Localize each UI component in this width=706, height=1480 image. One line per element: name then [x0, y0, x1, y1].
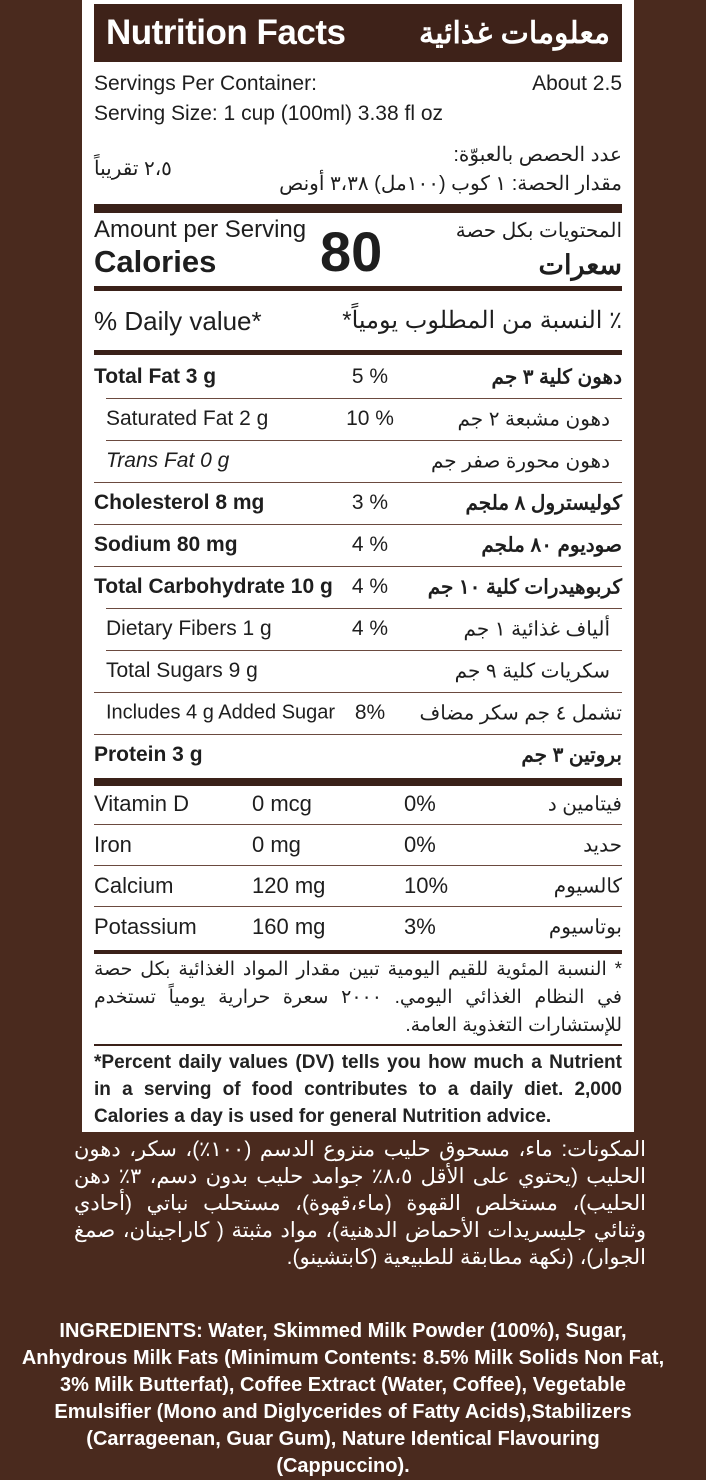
- serving-size: Serving Size: 1 cup (100ml) 3.38 fl oz: [94, 102, 444, 125]
- vitamin-percent: 0%: [404, 790, 436, 816]
- nutrient-name: Cholesterol 8 mg: [94, 491, 265, 514]
- vitamin-name: Potassium: [94, 913, 197, 939]
- title-en: Nutrition Facts: [106, 13, 346, 52]
- nutrient-name: Sodium 80 mg: [94, 533, 238, 556]
- nutrient-name: Dietary Fibers 1 g: [106, 617, 272, 640]
- vitamin-percent: 0%: [404, 831, 436, 857]
- amount-per-serving-ar: المحتويات بكل حصة: [455, 220, 622, 242]
- amount-per-serving-label: Amount per Serving: [94, 216, 307, 243]
- thick-divider: [94, 204, 622, 213]
- vitamin-name: Iron: [94, 831, 132, 857]
- nutrient-row-total-sugars: [94, 650, 622, 692]
- title-ar: معلومات غذائية: [418, 16, 610, 50]
- vitamin-row-vitamin-d: [94, 783, 622, 824]
- nutrient-row-total-carbohydrate: [94, 566, 622, 608]
- nutrient-name: Saturated Fat 2 g: [106, 407, 269, 430]
- daily-value-label-ar: ٪ النسبة من المطلوب يومياً*: [342, 307, 622, 334]
- thick-divider: [94, 950, 622, 954]
- ingredients-en: INGREDIENTS: Water, Skimmed Milk Powder (100%), Sugar, Anhydrous Milk Fats (Minimum Contents: 8.5% Milk Solids Non Fat, 3% Milk Butterfat), Coffee Extract (Water, Coffee), Vegetable Emulsifier (Mono and Diglycerides of Fatty Acids),Stabilizers (Carrageenan, Guar Gum), Nature Identical Flavouring (Cappuccino).: [21, 1320, 665, 1477]
- nutrient-row-dietary-fibers: [94, 608, 622, 650]
- calories-label: Calories: [94, 244, 217, 279]
- nutrient-name-ar: دهون محورة صفر جم: [430, 450, 610, 473]
- nutrient-name-ar: دهون مشبعة ٢ جم: [457, 408, 610, 431]
- nutrient-name: Protein 3 g: [94, 743, 203, 766]
- calories-value: 80: [320, 220, 383, 283]
- vitamin-amount: 0 mg: [252, 831, 301, 857]
- nutrient-row-total-fat: [94, 356, 622, 398]
- nutrient-row-sodium: [94, 524, 622, 566]
- footnote-en: *Percent daily values (DV) tells you how much a Nutrient in a serving of food contributes to a daily diet. 2,000 Calories a day is used for general Nutrition advice.: [94, 1052, 622, 1127]
- nutrient-name-ar: كوليسترول ٨ ملجم: [465, 492, 622, 515]
- nutrient-name-ar: دهون كلية ٣ جم: [491, 366, 622, 389]
- nutrient-row-saturated-fat: [94, 398, 622, 440]
- nutrient-percent: 4 %: [351, 617, 389, 640]
- servings-per-container-label: Servings Per Container:: [94, 72, 317, 95]
- nutrient-name: Total Carbohydrate 10 g: [94, 575, 333, 598]
- nutrient-name-ar: بروتين ٣ جم: [521, 744, 622, 767]
- nutrient-percent: 5 %: [351, 365, 389, 388]
- vitamin-amount: 160 mg: [252, 913, 326, 939]
- thick-divider: [94, 350, 622, 355]
- nutrient-row-added-sugar: [94, 692, 622, 734]
- vitamin-row-potassium: [94, 906, 622, 947]
- vitamin-name: Calcium: [94, 872, 174, 898]
- nutrient-percent: 8%: [354, 701, 386, 724]
- vitamin-row-iron: [94, 824, 622, 865]
- servings-per-container-ar: عدد الحصص بالعبوّة:: [453, 144, 622, 166]
- calories-label-ar: سعرات: [538, 250, 622, 280]
- nutrition-header: [94, 4, 622, 62]
- nutrient-name-ar: ألياف غذائية ١ جم: [463, 618, 610, 641]
- nutrient-percent: 4 %: [351, 533, 389, 556]
- nutrient-name: Total Sugars 9 g: [106, 659, 258, 682]
- serving-size-ar: مقدار الحصة: ١ كوب (١٠٠مل) ٣،٣٨ أونص: [279, 173, 622, 195]
- vitamin-percent: 10%: [404, 872, 449, 898]
- nutrient-name: Trans Fat 0 g: [106, 449, 230, 472]
- vitamin-amount: 120 mg: [252, 872, 326, 898]
- nutrient-name-ar: سكريات كلية ٩ جم: [454, 660, 610, 683]
- divider: [94, 1044, 622, 1046]
- servings-per-container-value: About 2.5: [532, 72, 622, 95]
- vitamin-row-calcium: [94, 865, 622, 906]
- vitamin-percent: 3%: [404, 913, 436, 939]
- nutrient-percent: 4 %: [351, 575, 389, 598]
- vitamin-name: Vitamin D: [94, 790, 189, 816]
- vitamin-name-ar: بوتاسيوم: [548, 916, 622, 938]
- daily-value-label: % Daily value*: [94, 306, 262, 336]
- nutrient-name-ar: كربوهيدرات كلية ١٠ جم: [427, 576, 622, 599]
- nutrient-name: Includes 4 g Added Sugar: [106, 701, 336, 724]
- nutrient-name-ar: تشمل ٤ جم سكر مضاف: [419, 702, 622, 725]
- nutrient-row-trans-fat: [94, 440, 622, 482]
- footnote-ar: * النسبة المئوية للقيم اليومية تبين مقدار المواد الغذائية بكل حصة في النظام الغذائي اليومي. ٢٠٠٠ سعرة حرارية يومياً تستخدم للإستشارات التغذوية العامة.: [94, 959, 622, 1036]
- nutrient-row-protein: [94, 734, 622, 776]
- nutrient-percent: 10 %: [346, 407, 394, 430]
- thick-divider: [94, 286, 622, 291]
- nutrient-name-ar: صوديوم ٨٠ ملجم: [481, 534, 622, 557]
- ingredients-ar: المكونات: ماء، مسحوق حليب منزوع الدسم (١٠٠٪)، سكر، دهون الحليب (يحتوي على الأقل ٨،٥٪ جوامد حليب بدون دسم، ٣٪ دهن الحليب)، مستخلص القهوة (ماء،قهوة)، مستحلب نباتي (أحادي وثنائي جليسريدات الأحماض الدهنية)، مواد مثبتة ( كاراجينان، صمغ الجوار)، (نكهة مطابقة للطبيعية (كابتشينو).: [74, 1138, 647, 1269]
- vitamin-name-ar: فيتامين د: [547, 793, 622, 815]
- servings-value-ar: ٢،٥ تقريباً: [94, 158, 172, 180]
- vitamin-name-ar: كالسيوم: [553, 875, 622, 897]
- vitamin-amount: 0 mcg: [252, 790, 312, 816]
- nutrient-percent: 3 %: [351, 491, 389, 514]
- nutrient-name: Total Fat 3 g: [94, 365, 217, 388]
- nutrition-facts-panel: [82, 0, 634, 1132]
- vitamin-name-ar: حديد: [583, 834, 622, 856]
- nutrient-row-cholesterol: [94, 482, 622, 524]
